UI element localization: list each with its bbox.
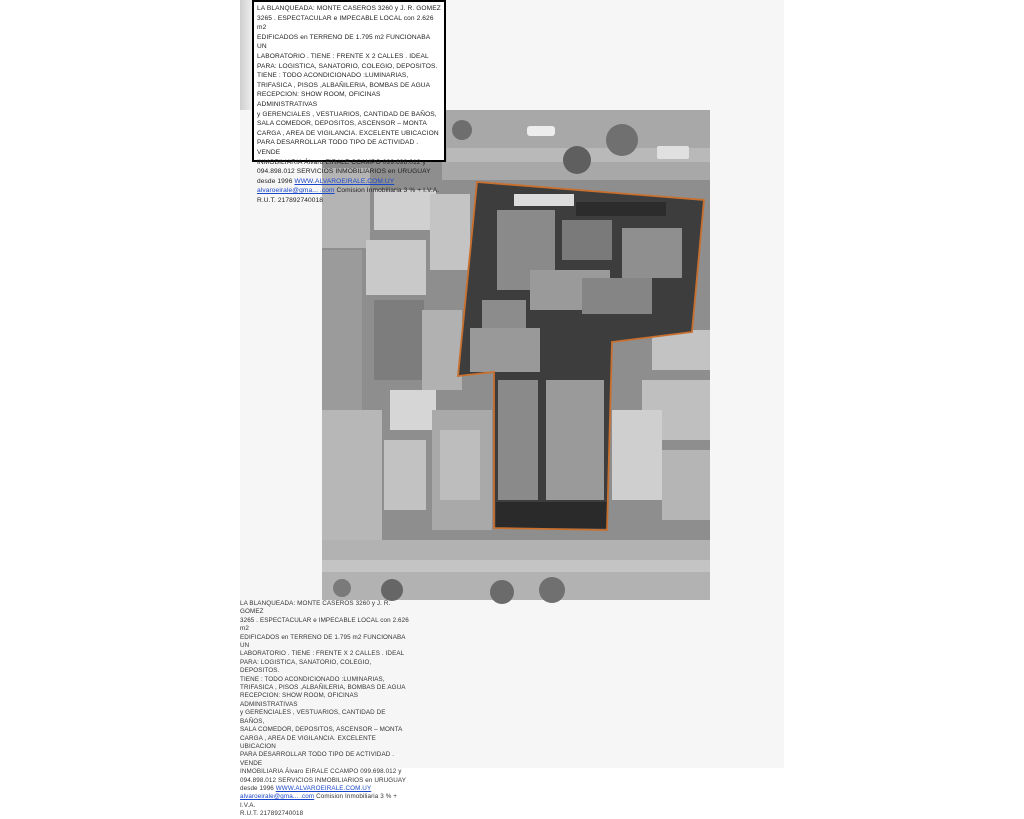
listing-line: SALA COMEDOR, DEPOSITOS, ASCENSOR – MONTA bbox=[240, 726, 403, 734]
listing-line: PARA: LOGISTICA, SANATORIO, COLEGIO, DEPOSITOS. bbox=[240, 658, 372, 675]
listing-line: PARA DESARROLLAR TODO TIPO DE ACTIVIDAD . VENDE bbox=[240, 751, 395, 767]
contact-line bbox=[240, 793, 410, 810]
listing-line: CARGA , AREA DE VIGILANCIA. EXCELENTE UBICACION bbox=[240, 734, 376, 750]
listing-line: 094.898.012 SERVICIOS INMOBILIARIOS en URUGUAY bbox=[257, 168, 431, 176]
rut-line: R.U.T. 217892740018 bbox=[257, 196, 324, 204]
email-link[interactable]: alvaroeirale@gma... .com bbox=[257, 187, 335, 195]
email-link[interactable]: alvaroeirale@gma... .com bbox=[240, 793, 315, 801]
since-prefix: desde 1996 bbox=[257, 177, 295, 185]
listing-line: INMOBILIARIA Álvaro EIRALE CCAMPO 099.698.012 y bbox=[257, 158, 426, 166]
listing-line: RECEPCION: SHOW ROOM, OFICINAS ADMINISTRATIVAS bbox=[257, 91, 381, 108]
since-line bbox=[257, 177, 441, 187]
listing-line: TIENE : TODO ACONDICIONADO :LUMINARIAS, bbox=[257, 72, 409, 80]
listing-line: 094.898.012 SERVICIOS INMOBILIARIOS en URUGUAY bbox=[240, 776, 407, 784]
listing-line: TRIFASICA , PISOS ,ALBAÑILERIA, BOMBAS DE AGUA bbox=[240, 684, 406, 692]
listing-line: TIENE : TODO ACONDICIONADO :LUMINARIAS, bbox=[240, 675, 385, 683]
listing-line: LA BLANQUEADA: MONTE CASEROS 3260 y J. R. GOMEZ bbox=[257, 5, 441, 12]
listing-line: 3265 . ESPECTACULAR e IMPECABLE LOCAL con 2.626 m2 bbox=[257, 14, 434, 32]
commission-text: Comision Inmobiliaria 3 % + I.V.A. bbox=[240, 793, 398, 809]
listing-line: RECEPCION: SHOW ROOM, OFICINAS ADMINISTRATIVAS bbox=[240, 692, 359, 708]
website-link[interactable]: WWW.ALVAROEIRALE.COM.UY bbox=[294, 177, 395, 185]
listing-line: PARA DESARROLLAR TODO TIPO DE ACTIVIDAD . VENDE bbox=[257, 139, 419, 156]
since-line bbox=[240, 785, 410, 793]
listing-footer-text bbox=[240, 600, 410, 818]
listing-line: CARGA , AREA DE VIGILANCIA. EXCELENTE UBICACION bbox=[257, 129, 439, 137]
listing-line: y GERENCIALES , VESTUARIOS, CANTIDAD DE BAÑOS, bbox=[257, 110, 437, 118]
listing-text bbox=[257, 4, 441, 205]
contact-line bbox=[257, 186, 441, 196]
listing-line: LABORATORIO . TIENE : FRENTE X 2 CALLES . IDEAL bbox=[257, 52, 429, 60]
listing-line: LA BLANQUEADA: MONTE CASEROS 3260 y J. R. GOMEZ bbox=[240, 600, 391, 616]
website-link[interactable]: WWW.ALVAROEIRALE.COM.UY bbox=[275, 784, 372, 792]
listing-line: LABORATORIO . TIENE : FRENTE X 2 CALLES . IDEAL bbox=[240, 650, 405, 658]
listing-line: 3265 . ESPECTACULAR e IMPECABLE LOCAL con 2.626 m2 bbox=[240, 616, 409, 633]
listing-callout-box bbox=[252, 0, 446, 204]
listing-line: SALA COMEDOR, DEPOSITOS, ASCENSOR – MONTA bbox=[257, 120, 427, 128]
listing-line: PARA: LOGISTICA, SANATORIO, COLEGIO, DEPOSITOS. bbox=[257, 62, 438, 70]
since-prefix: desde 1996 bbox=[240, 784, 276, 792]
listing-line: TRIFASICA , PISOS ,ALBAÑILERIA, BOMBAS DE AGUA bbox=[257, 81, 431, 89]
commission-text: Comision Inmobiliaria 3 % + I.V.A. bbox=[334, 187, 440, 195]
listing-line: y GERENCIALES , VESTUARIOS, CANTIDAD DE BAÑOS, bbox=[240, 709, 386, 725]
listing-line: EDIFICADOS en TERRENO DE 1.795 m2 FUNCIONABA UN bbox=[257, 33, 430, 51]
rut-line: R.U.T. 217892740018 bbox=[240, 810, 304, 818]
listing-line: EDIFICADOS en TERRENO DE 1.795 m2 FUNCIONABA UN bbox=[240, 633, 406, 650]
listing-line: INMOBILIARIA Álvaro EIRALE CCAMPO 099.698.012 y bbox=[240, 768, 402, 776]
